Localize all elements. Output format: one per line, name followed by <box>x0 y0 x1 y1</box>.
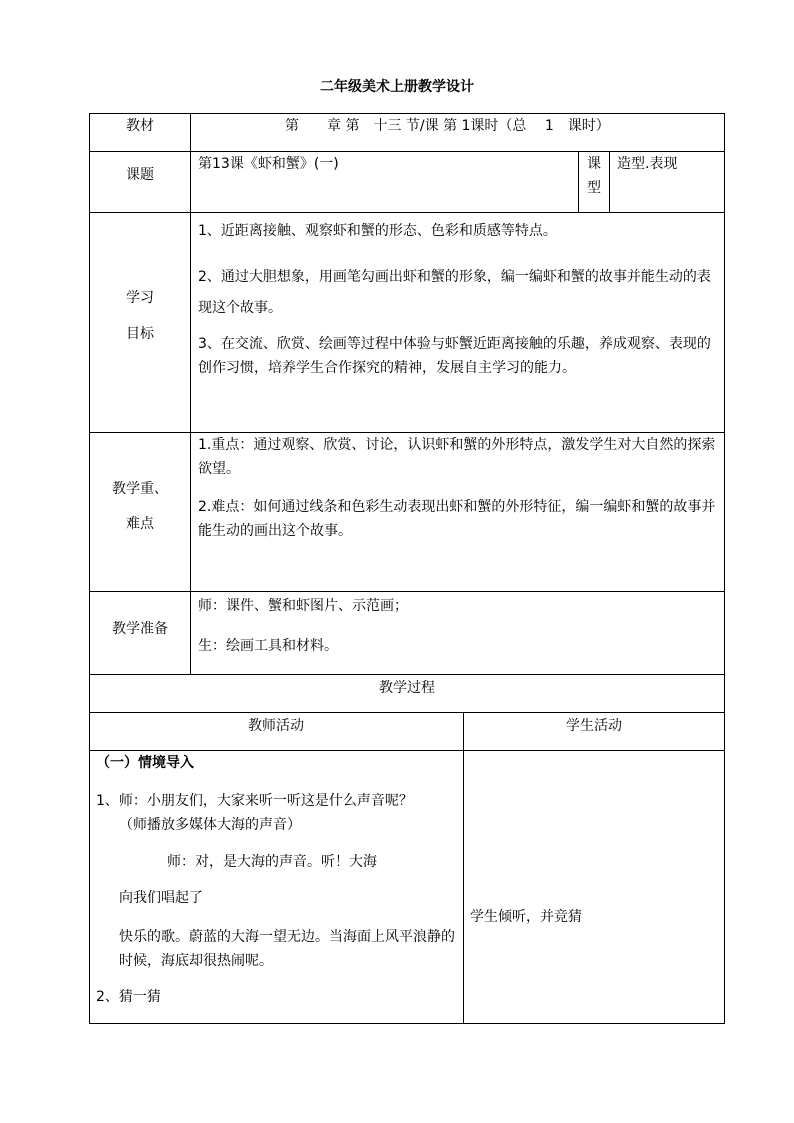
key-points-label: 教学重、 <box>112 481 168 497</box>
process-heading: 教学过程 <box>379 680 435 696</box>
lesson-type-value: 造型.表现 <box>617 156 678 172</box>
preparation-item: 师：课件、蟹和虾图片、示范画； <box>198 598 408 614</box>
objectives-label: 目标 <box>126 326 154 342</box>
row-divider <box>89 712 725 713</box>
key-point-item: 1.重点：通过观察、欣赏、讨论，认识虾和蟹的外形特点，激发学生对大自然的探索欲望。 <box>198 437 716 477</box>
row-divider <box>89 591 725 592</box>
lesson-type-label: 课 <box>587 156 601 172</box>
column-divider <box>190 113 191 674</box>
key-point-item: 2.难点：如何通过线条和色彩生动表现出虾和蟹的外形特征，编一编虾和蟹的故事并能生动的画出这个故事。 <box>198 499 716 539</box>
objective-item: 1、近距离接触、观察虾和蟹的形态、色彩和质感等特点。 <box>198 223 557 239</box>
row-divider <box>89 674 725 675</box>
student-activity-header: 学生活动 <box>566 718 622 734</box>
preparation-label: 教学准备 <box>112 621 168 637</box>
teacher-line: 1、师：小朋友们，大家来听一听这是什么声音呢？ <box>96 793 413 809</box>
teacher-line: （师播放多媒体大海的声音） <box>119 817 301 833</box>
objective-item: 2、通过大胆想象，用画笔勾画出虾和蟹的形象，编一编虾和蟹的故事并能生动的表现这个故事。 <box>198 269 711 316</box>
teacher-line: 快乐的歌。蔚蓝的大海一望无边。当海面上风平浪静的时候，海底却很热闹呢。 <box>119 929 455 969</box>
teacher-line: 2、猜一猜 <box>96 989 161 1005</box>
section-title: （一）情境导入 <box>96 755 194 771</box>
preparation-item: 生：绘画工具和材料。 <box>198 638 338 654</box>
key-points-label: 难点 <box>126 516 154 532</box>
objectives-label: 学习 <box>126 290 154 306</box>
textbook-label: 教材 <box>126 118 154 134</box>
lesson-type-label: 型 <box>587 180 601 196</box>
column-divider <box>463 712 464 1024</box>
column-divider <box>609 151 610 212</box>
textbook-value: 第 章 第 十三 节/课 第 1课时（总 1 课时） <box>285 118 610 134</box>
page-title: 二年级美术上册教学设计 <box>320 79 474 95</box>
objective-item: 3、在交流、欣赏、绘画等过程中体验与虾蟹近距离接触的乐趣，养成观察、表现的创作习惯，培养学生合作探究的精神，发展自主学习的能力。 <box>198 336 711 376</box>
teacher-activity-header: 教师活动 <box>248 718 304 734</box>
topic-label: 课题 <box>126 167 154 183</box>
teacher-line: 师：对，是大海的声音。听！大海 <box>167 854 377 870</box>
row-divider <box>89 212 725 213</box>
student-activity-text: 学生倾听，并竞猜 <box>470 909 582 925</box>
teacher-line: 向我们唱起了 <box>119 890 203 906</box>
topic-value: 第13课《虾和蟹》(一) <box>198 156 339 172</box>
